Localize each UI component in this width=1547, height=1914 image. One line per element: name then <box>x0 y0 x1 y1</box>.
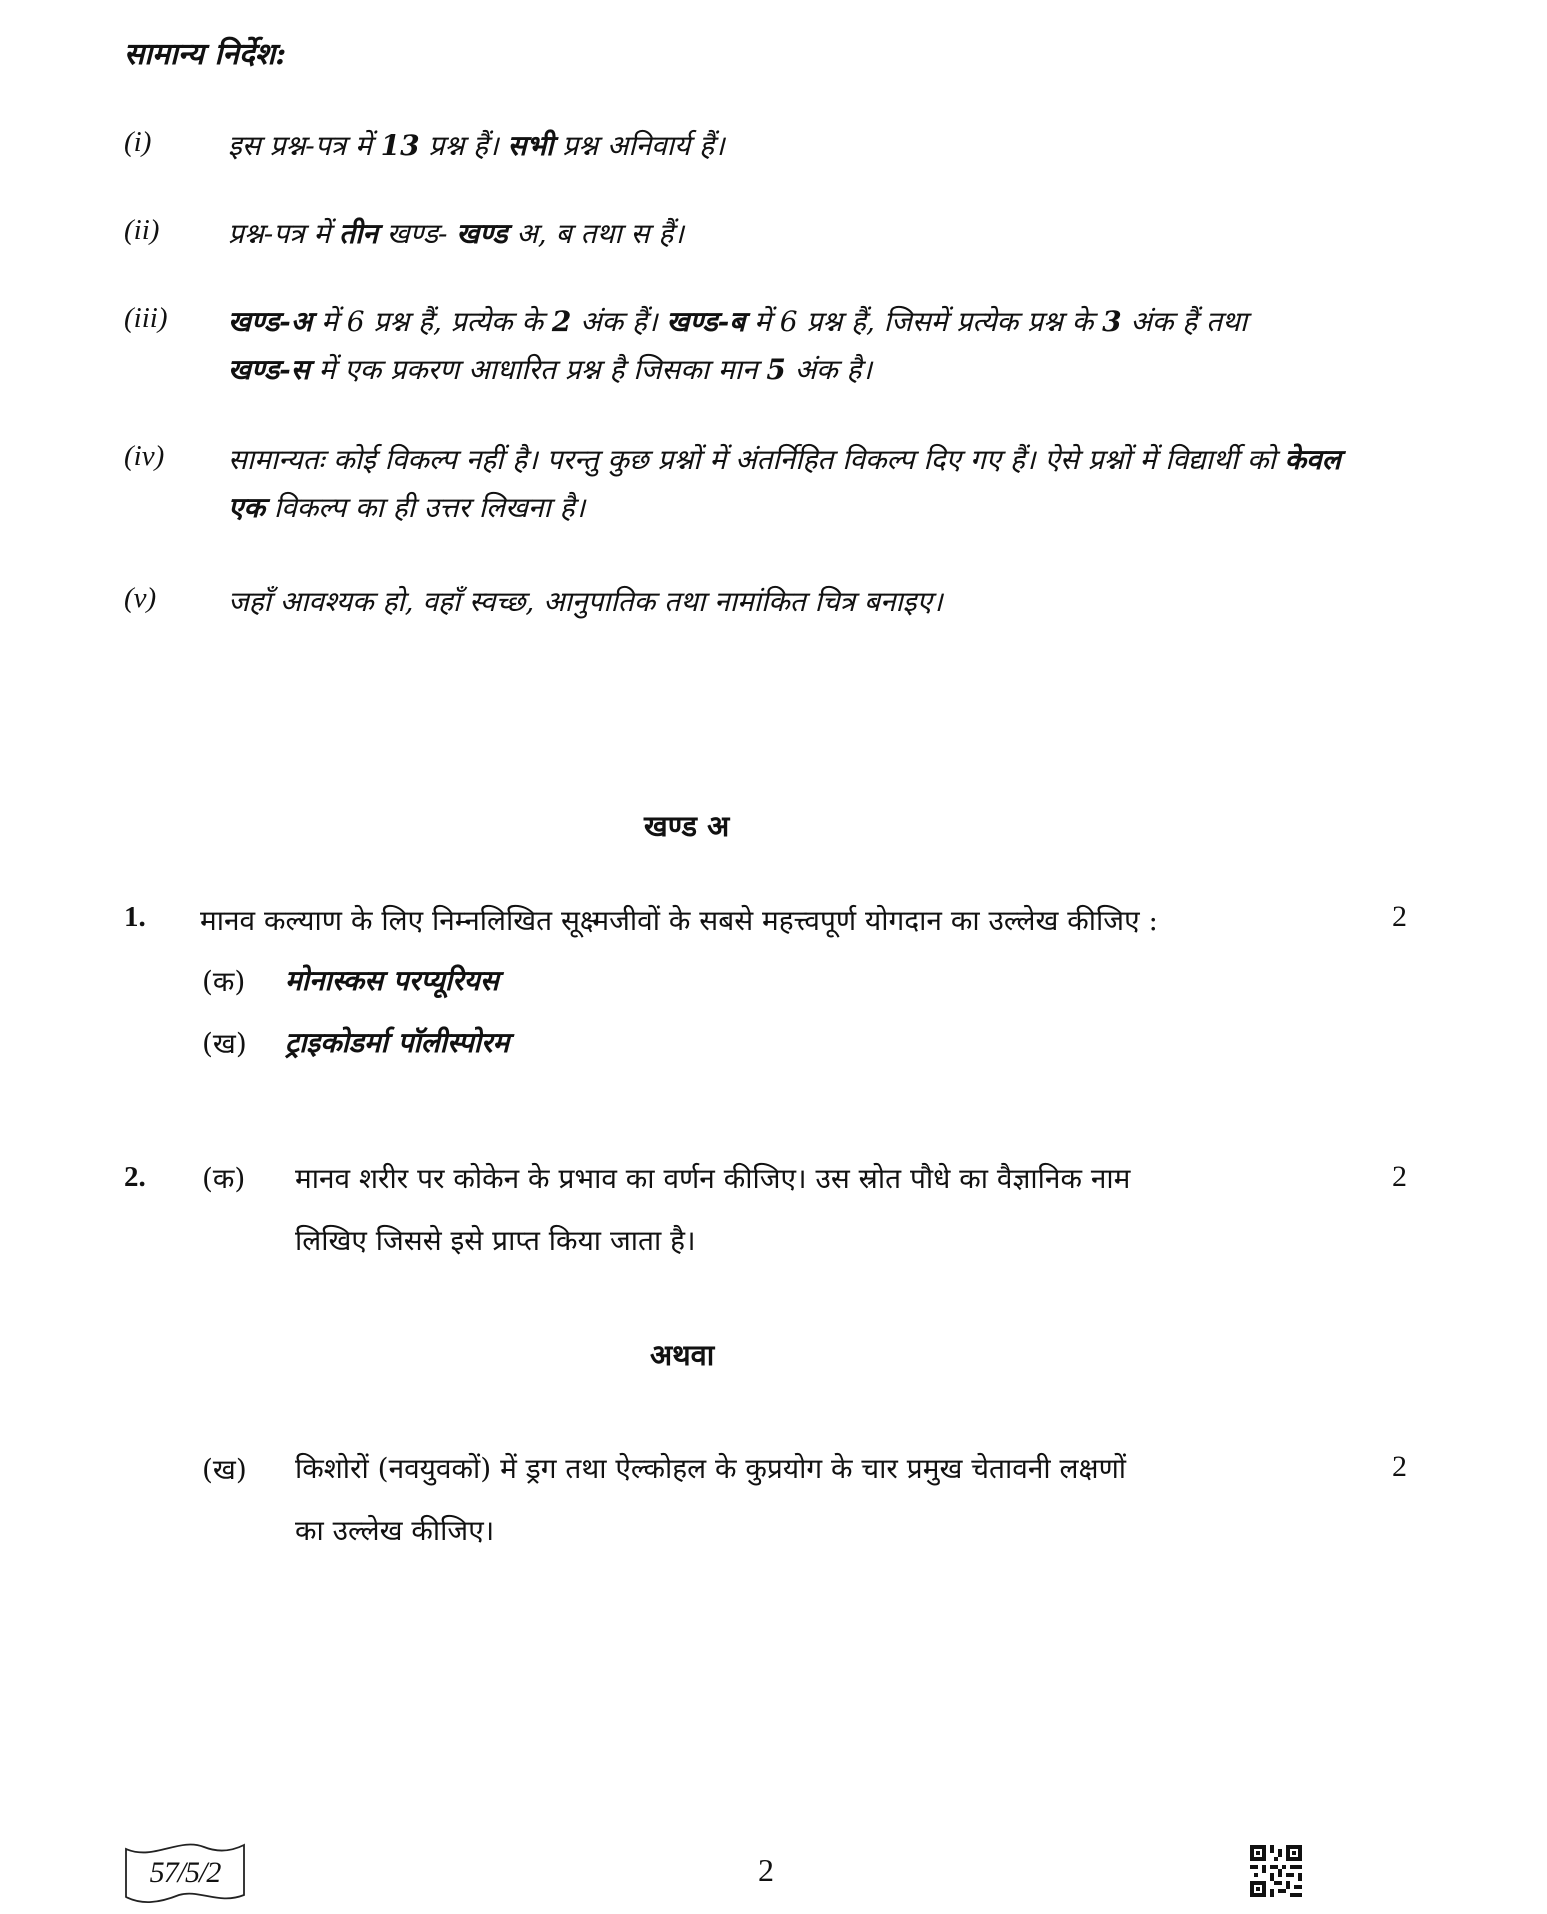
instruction-text <box>228 484 585 532</box>
text-run: में 6 प्रश्न हैं, जिसमें प्रत्येक प्रश्न के <box>745 305 1103 338</box>
instruction-number: (i) <box>124 126 152 158</box>
text-run: प्रश्न अनिवार्य हैं। <box>553 129 725 162</box>
bold-run: तीन <box>339 217 378 250</box>
page-number: 2 <box>758 1852 774 1888</box>
instruction-number: (iii) <box>124 302 168 334</box>
text-run: अंक है। <box>785 353 872 386</box>
part-label: (क) <box>202 965 246 998</box>
paper-code: 57/5/2 <box>149 1856 221 1889</box>
bold-run: खण्ड-स <box>228 353 310 386</box>
text-run: खण्ड- <box>377 217 457 250</box>
bold-run: खण्ड <box>456 217 508 250</box>
text-run: जहाँ आवश्यक हो, वहाँ स्वच्छ, आनुपातिक तथा नामांकित चित्र बनाइए। <box>228 585 943 618</box>
instruction-text <box>228 210 684 258</box>
part-text: मोनास्कस परप्यूरियस <box>285 964 499 997</box>
part-label: (क) <box>202 1162 246 1195</box>
instruction-text <box>228 122 725 170</box>
instruction-text <box>228 436 1341 484</box>
text-run: अ, ब तथा स हैं। <box>507 217 684 250</box>
question-marks: 2 <box>1392 1160 1407 1193</box>
bold-run: केवल <box>1284 443 1341 476</box>
qr-code-icon <box>1250 1845 1302 1897</box>
part-text-line: किशोरों (नवयुवकों) में ड्रग तथा ऐल्कोहल के कुप्रयोग के चार प्रमुख चेतावनी लक्षणों <box>295 1452 1127 1485</box>
part-text: ट्राइकोडर्मा पॉलीस्पोरम <box>285 1026 510 1059</box>
instruction-text <box>228 298 1247 346</box>
paper-code-badge <box>124 1843 246 1903</box>
part-text-line: मानव शरीर पर कोकेन के प्रभाव का वर्णन कीजिए। उस स्रोत पौधे का वैज्ञानिक नाम <box>295 1162 1131 1195</box>
question-text: मानव कल्याण के लिए निम्नलिखित सूक्ष्मजीवों के सबसे महत्त्वपूर्ण योगदान का उल्लेख कीजिए : <box>200 904 1158 937</box>
instruction-number: (ii) <box>124 214 160 246</box>
bold-run: एक <box>228 491 265 524</box>
bold-run: 13 <box>380 129 420 162</box>
section-title: खण्ड अ <box>644 809 730 843</box>
text-run: में एक प्रकरण आधारित प्रश्न है जिसका मान <box>309 353 767 386</box>
part-label: (ख) <box>202 1027 247 1060</box>
instruction-text <box>228 346 872 394</box>
text-run: विकल्प का ही उत्तर लिखना है। <box>265 491 586 524</box>
text-run: इस प्रश्न-पत्र में <box>228 129 381 162</box>
instructions-heading: सामान्य निर्देश: <box>124 37 287 72</box>
or-label: अथवा <box>650 1338 715 1372</box>
question-marks: 2 <box>1392 1450 1407 1483</box>
bold-run: 2 <box>551 305 572 338</box>
bold-run: 5 <box>766 353 786 386</box>
text-run: प्रश्न हैं। <box>419 129 508 162</box>
bold-run: 3 <box>1102 305 1122 338</box>
part-text-line: का उल्लेख कीजिए। <box>295 1514 495 1547</box>
instruction-number: (iv) <box>124 440 165 472</box>
text-run: में 6 प्रश्न हैं, प्रत्येक के <box>312 305 552 338</box>
instruction-number: (v) <box>124 582 157 614</box>
question-number: 2. <box>124 1161 146 1193</box>
bold-run: खण्ड-अ <box>228 305 313 338</box>
question-number: 1. <box>124 901 146 933</box>
part-label: (ख) <box>202 1453 247 1486</box>
text-run: अंक हैं तथा <box>1121 305 1248 338</box>
instruction-text <box>228 578 943 626</box>
part-text-line: लिखिए जिससे इसे प्राप्त किया जाता है। <box>295 1224 696 1257</box>
text-run: प्रश्न-पत्र में <box>228 217 340 250</box>
text-run: अंक हैं। <box>571 305 667 338</box>
text-run: सामान्यतः कोई विकल्प नहीं है। परन्तु कुछ प्रश्नों में अंतर्निहित विकल्प दिए गए हैं। ऐसे प्रश्नों में विद्यार्थी को <box>228 443 1285 476</box>
bold-run: सभी <box>507 129 554 162</box>
bold-run: खण्ड-ब <box>666 305 746 338</box>
question-marks: 2 <box>1392 900 1407 933</box>
